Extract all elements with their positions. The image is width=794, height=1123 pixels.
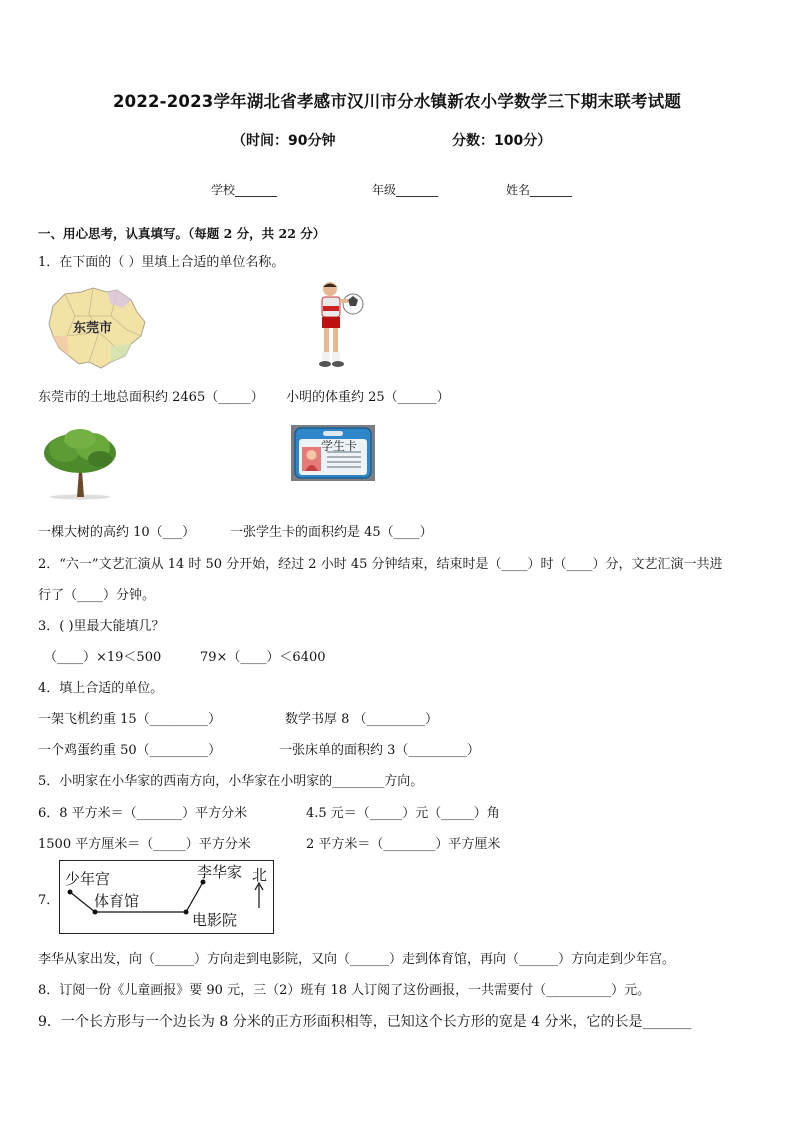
- q6-c: 1500 平方厘米＝（_____）平方分米: [38, 837, 251, 852]
- q1-stem: 1．在下面的（ ）里填上合适的单位名称。: [38, 255, 285, 270]
- card-label: 学生卡: [321, 439, 358, 453]
- boy-with-ball-image: [313, 280, 365, 368]
- q2-line1: 2．“六一”文艺汇演从 14 时 50 分开始，经过 2 小时 45 分钟结束，结束时是（____）时（____）分，文艺汇演一共进: [38, 557, 723, 572]
- q1-c: 一棵大树的高约 10（___）: [38, 525, 196, 540]
- grade-field[interactable]: 年级_______: [372, 183, 439, 197]
- q4-c: 一个鸡蛋约重 50（_________）: [38, 743, 222, 758]
- q2-line2: 行了（____）分钟。: [38, 588, 156, 603]
- q6-a: 6．8 平方米＝（_______）平方分米: [38, 806, 248, 821]
- q6-b: 4.5 元＝（_____）元（_____）角: [306, 806, 500, 821]
- q1-d: 一张学生卡的面积约是 45（____）: [230, 525, 433, 540]
- q6-d: 2 平方米＝（________）平方厘米: [306, 837, 501, 852]
- label-gym: 体育馆: [94, 892, 140, 910]
- q4-stem: 4．填上合适的单位。: [38, 681, 164, 696]
- name-field[interactable]: 姓名_______: [506, 183, 573, 197]
- q4-a: 一架飞机约重 15（_________）: [38, 712, 222, 727]
- q3-a: （____）×19＜500: [44, 650, 162, 665]
- q7-number: 7．: [38, 893, 60, 908]
- q7-text: 李华从家出发，向（______）方向走到电影院，又向（______）走到体育馆，再向（______）方向走到少年宫。: [38, 952, 676, 967]
- q3-b: 79×（____）＜6400: [200, 650, 326, 665]
- q4-d: 一张床单的面积约 3（_________）: [279, 743, 480, 758]
- label-youth-palace: 少年宫: [65, 870, 111, 888]
- q8-text: 8．订阅一份《儿童画报》要 90 元，三（2）班有 18 人订阅了这份画报，一共需要付（__________）元。: [38, 983, 651, 998]
- q1-b: 小明的体重约 25（______）: [286, 390, 450, 405]
- route-diagram: [59, 860, 274, 934]
- q4-b: 数学书厚 8 （_________）: [285, 712, 439, 727]
- tree-image: [40, 427, 120, 500]
- label-north: 北: [252, 866, 268, 884]
- page-title: 2022-2023学年湖北省孝感市汉川市分水镇新农小学数学三下期末联考试题: [112, 92, 682, 111]
- exam-score: 分数：100分）: [452, 133, 552, 149]
- section-heading: 一、用心思考，认真填写。（每题 2 分，共 22 分）: [38, 226, 326, 241]
- map-label: 东莞市: [73, 321, 113, 336]
- school-field[interactable]: 学校_______: [211, 183, 278, 197]
- q9-text: 9．一个长方形与一个边长为 8 分米的正方形面积相等，已知这个长方形的宽是 4 分米，它的长是_______: [38, 1014, 692, 1030]
- q5-text: 5．小明家在小华家的西南方向，小华家在小明家的________方向。: [38, 774, 424, 789]
- student-card-image: [291, 425, 375, 481]
- q1-a: 东莞市的土地总面积约 2465（_____）: [38, 390, 264, 405]
- dongguan-map-image: [45, 286, 149, 370]
- q3-stem: 3．( )里最大能填几？: [38, 619, 165, 634]
- exam-time: （时间：90分钟: [232, 133, 336, 149]
- label-cinema: 电影院: [192, 911, 238, 929]
- label-lihua-home: 李华家: [197, 863, 243, 881]
